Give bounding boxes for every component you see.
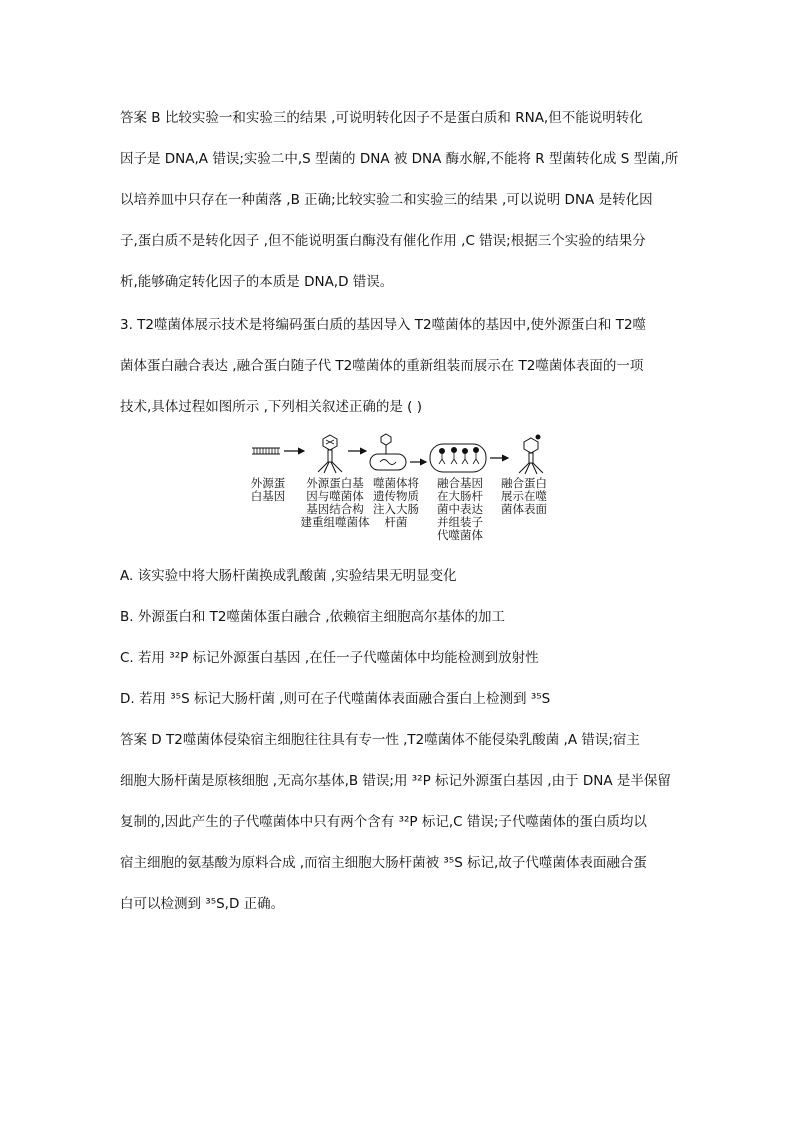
answer-line: 答案 B 比较实验一和实验三的结果 ,可说明转化因子不是蛋白质和 RNA,但不能说明转化 [120, 110, 643, 126]
answer-line: 白可以检测到 ³⁵S,D 正确。 [120, 896, 285, 912]
question-line: 技术,具体过程如图所示 ,下列相关叙述正确的是 ( ) [120, 399, 422, 415]
question-line: 菌体蛋白融合表达 ,融合蛋白随子代 T2噬菌体的重新组装而展示在 T2噬菌体表面的一项 [120, 358, 644, 374]
option-d: D. 若用 ³⁵S 标记大肠杆菌 ,则可在子代噬菌体表面融合蛋白上检测到 ³⁵S [120, 691, 551, 707]
step-caption-4: 融合基因 在大肠杆 菌中表达 并组装子 代噬菌体 [437, 476, 483, 542]
option-b: B. 外源蛋白和 T2噬菌体蛋白融合 ,依赖宿主细胞高尔基体的加工 [120, 609, 506, 625]
answer-line: 宿主细胞的氨基酸为原料合成 ,而宿主细胞大肠杆菌被 ³⁵S 标记,故子代噬菌体表面融合蛋 [120, 855, 647, 871]
step-caption-5: 融合蛋白 展示在噬 菌体表面 [501, 476, 547, 516]
phage-icon [318, 435, 342, 473]
answer-line: 子,蛋白质不是转化因子 ,但不能说明蛋白酶没有催化作用 ,C 错误;根据三个实验的结果分 [120, 233, 646, 249]
answer-line: 细胞大肠杆菌是原核细胞 ,无高尔基体,B 错误;用 ³²P 标记外源蛋白基因 ,由于 DNA 是半保留 [120, 773, 671, 789]
bacterium-with-progeny-icon [430, 444, 486, 472]
answer-line: 答案 D T2噬菌体侵染宿主细胞往往具有专一性 ,T2噬菌体不能侵染乳酸菌 ,A 错误;宿主 [120, 732, 640, 748]
step-caption-2: 外源蛋白基 因与噬菌体 基因结合构 建重组噬菌体 [300, 476, 370, 529]
answer-line: 因子是 DNA,A 错误;实验二中,S 型菌的 DNA 被 DNA 酶水解,不能将 R 型菌转化成 S 型菌,所 [120, 151, 679, 167]
dna-gene-icon [252, 448, 280, 454]
answer-line: 析,能够确定转化因子的本质是 DNA,D 错误。 [120, 274, 394, 290]
phage-display-icon [519, 435, 543, 474]
process-flow-svg [246, 432, 556, 476]
answer-line: 以培养皿中只存在一种菌落 ,B 正确;比较实验二和实验三的结果 ,可以说明 DNA 是转化因 [120, 192, 653, 208]
answer-line: 复制的,因此产生的子代噬菌体中只有两个含有 ³²P 标记,C 错误;子代噬菌体的蛋白质均以 [120, 814, 647, 830]
step-caption-1: 外源蛋 白基因 [250, 476, 286, 503]
option-a: A. 该实验中将大肠杆菌换成乳酸菌 ,实验结果无明显变化 [120, 568, 457, 584]
step-caption-3: 噬菌体将 遗传物质 注入大肠 杆菌 [373, 476, 419, 529]
option-c: C. 若用 ³²P 标记外源蛋白基因 ,在任一子代噬菌体中均能检测到放射性 [120, 650, 539, 666]
phage-infecting-bacterium-icon [370, 434, 406, 470]
question-line: 3. T2噬菌体展示技术是将编码蛋白质的基因导入 T2噬菌体的基因中,使外源蛋白和 T2噬 [120, 317, 647, 333]
phage-display-diagram [246, 432, 556, 552]
